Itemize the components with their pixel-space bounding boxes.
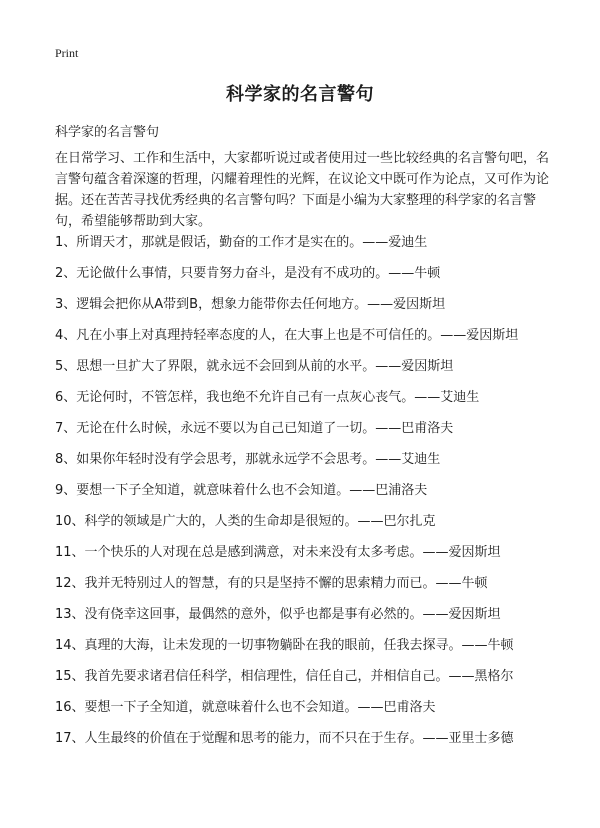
quote-item: 14、真理的大海，让未发现的一切事物躺卧在我的眼前，任我去探寻。——牛顿 <box>55 638 514 653</box>
quote-item: 1、所谓天才，那就是假话，勤奋的工作才是实在的。——爱迪生 <box>55 235 428 250</box>
print-link[interactable]: Print <box>55 46 79 60</box>
quote-item: 3、逻辑会把你从A带到B，想象力能带你去任何地方。——爱因斯坦 <box>55 297 446 312</box>
quote-item: 7、无论在什么时候，永远不要以为自己已知道了一切。——巴甫洛夫 <box>55 421 454 436</box>
quote-item: 11、一个快乐的人对现在总是感到满意，对未来没有太多考虑。——爱因斯坦 <box>55 545 501 560</box>
quote-item: 8、如果你年轻时没有学会思考，那就永远学不会思考。——艾迪生 <box>55 452 441 467</box>
quote-item: 5、思想一旦扩大了界限，就永远不会回到从前的水平。——爱因斯坦 <box>55 359 454 374</box>
quote-item: 6、无论何时，不管怎样，我也绝不允许自己有一点灰心丧气。——艾迪生 <box>55 390 480 405</box>
intro-paragraph: 在日常学习、工作和生活中，大家都听说过或者使用过一些比较经典的名言警句吧，名言警句蕴含着深邃的哲理，闪耀着理性的光辉，在议论文中既可作为论点，又可作为论据。还在苦苦寻找优秀经典的名言警句吗？下面是小编为大家整理的科学家的名言警句，希望能够帮助到大家。 <box>55 151 550 229</box>
quote-item: 9、要想一下子全知道，就意味着什么也不会知道。——巴浦洛夫 <box>55 483 428 498</box>
quote-item: 17、人生最终的价值在于觉醒和思考的能力，而不只在于生存。——亚里士多德 <box>55 731 514 746</box>
quote-item: 2、无论做什么事情，只要肯努力奋斗，是没有不成功的。——牛顿 <box>55 266 441 281</box>
quote-item: 12、我并无特别过人的智慧，有的只是坚持不懈的思索精力而已。——牛顿 <box>55 576 488 591</box>
quote-item: 13、没有侥幸这回事，最偶然的意外，似乎也都是事有必然的。——爱因斯坦 <box>55 607 501 622</box>
page-title: 科学家的名言警句 <box>226 84 374 105</box>
quote-item: 10、科学的领域是广大的，人类的生命却是很短的。——巴尔扎克 <box>55 514 436 529</box>
article-subtitle: 科学家的名言警句 <box>55 125 160 140</box>
quote-list <box>55 233 570 760</box>
quote-item: 4、凡在小事上对真理持轻率态度的人，在大事上也是不可信任的。——爱因斯坦 <box>55 328 519 343</box>
quote-item: 16、要想一下子全知道，就意味着什么也不会知道。——巴甫洛夫 <box>55 700 436 715</box>
quote-item: 15、我首先要求诸君信任科学，相信理性，信任自己，并相信自己。——黑格尔 <box>55 669 514 684</box>
